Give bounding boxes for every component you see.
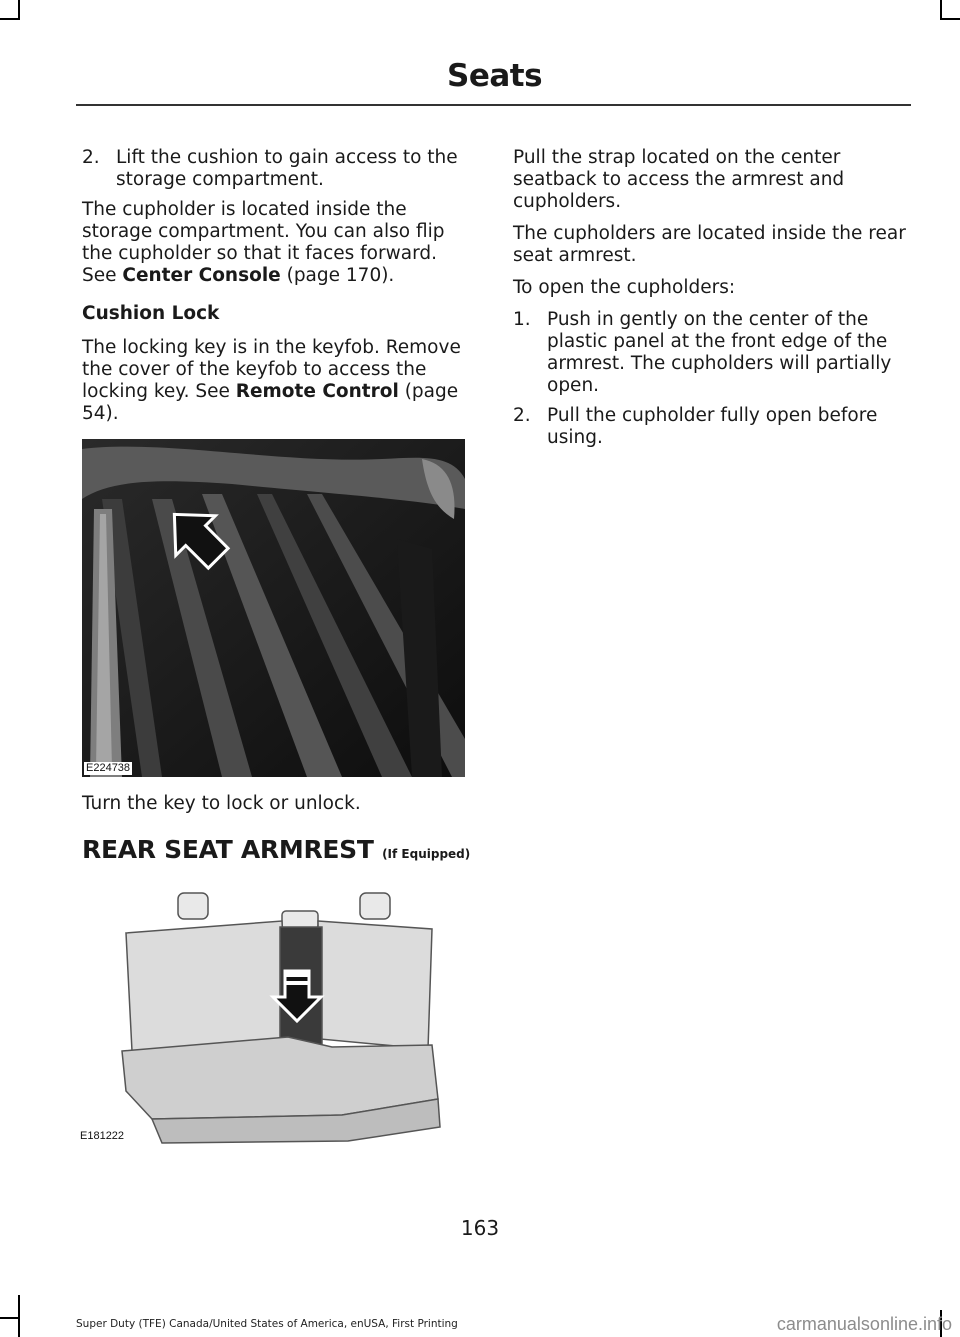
list-text: Pull the cupholder fully open before using. — [547, 405, 878, 448]
list-number: 2. — [513, 405, 531, 426]
crop-mark — [0, 18, 20, 20]
list-number: 2. — [82, 147, 100, 168]
cushion-lock-figure — [82, 439, 465, 777]
figure-id: E181222 — [80, 1130, 125, 1142]
turn-key-paragraph: Turn the key to lock or unlock. — [82, 793, 361, 814]
rear-armrest-figure — [82, 879, 477, 1161]
open-cupholders-intro: To open the cupholders: — [513, 277, 736, 298]
list-item — [82, 147, 477, 191]
crop-mark — [940, 0, 942, 20]
cushion-lock-heading: Cushion Lock — [82, 303, 220, 324]
crop-mark — [940, 18, 960, 20]
list-text: Lift the cushion to gain access to the storage compartment. — [116, 147, 458, 190]
crop-mark — [0, 1317, 20, 1319]
page-title: Seats — [447, 58, 543, 94]
rear-seat-illustration — [82, 879, 467, 1161]
list-text: Push in gently on the center of the plastic panel at the front edge of the armrest. The cupholders will partially open. — [547, 309, 892, 396]
watermark: carmanualsonline.info — [776, 1314, 952, 1334]
list-item — [513, 309, 910, 397]
center-console-link[interactable]: Center Console — [122, 265, 281, 286]
crop-mark — [18, 1295, 20, 1337]
page-number: 163 — [460, 1216, 500, 1240]
cupholder-paragraph: The cupholder is located inside the storage compartment. You can also flip the cupholder so that it faces forward. See Center Console (page 170). — [82, 199, 445, 286]
figure-id: E224738 — [86, 762, 131, 774]
right-column — [513, 147, 910, 457]
section-qualifier: (If Equipped) — [382, 847, 471, 861]
seat-cushion-lock-illustration — [82, 439, 465, 777]
locking-key-paragraph: The locking key is in the keyfob. Remove the cover of the keyfob to access the locking key. See Remote Control (page 54). — [82, 337, 461, 424]
strap-paragraph: Pull the strap located on the center seatback to access the armrest and cupholders. — [513, 147, 845, 212]
left-column — [82, 147, 477, 1161]
footer-text: Super Duty (TFE) Canada/United States of America, enUSA, First Printing — [76, 1318, 458, 1330]
section-heading: REAR SEAT ARMREST (If Equipped) — [82, 835, 471, 864]
list-item — [513, 405, 910, 449]
header-rule — [76, 104, 911, 106]
list-number: 1. — [513, 309, 531, 330]
cupholders-location-paragraph: The cupholders are located inside the rear seat armrest. — [513, 223, 906, 266]
remote-control-link[interactable]: Remote Control — [235, 381, 399, 402]
crop-mark — [18, 0, 20, 20]
